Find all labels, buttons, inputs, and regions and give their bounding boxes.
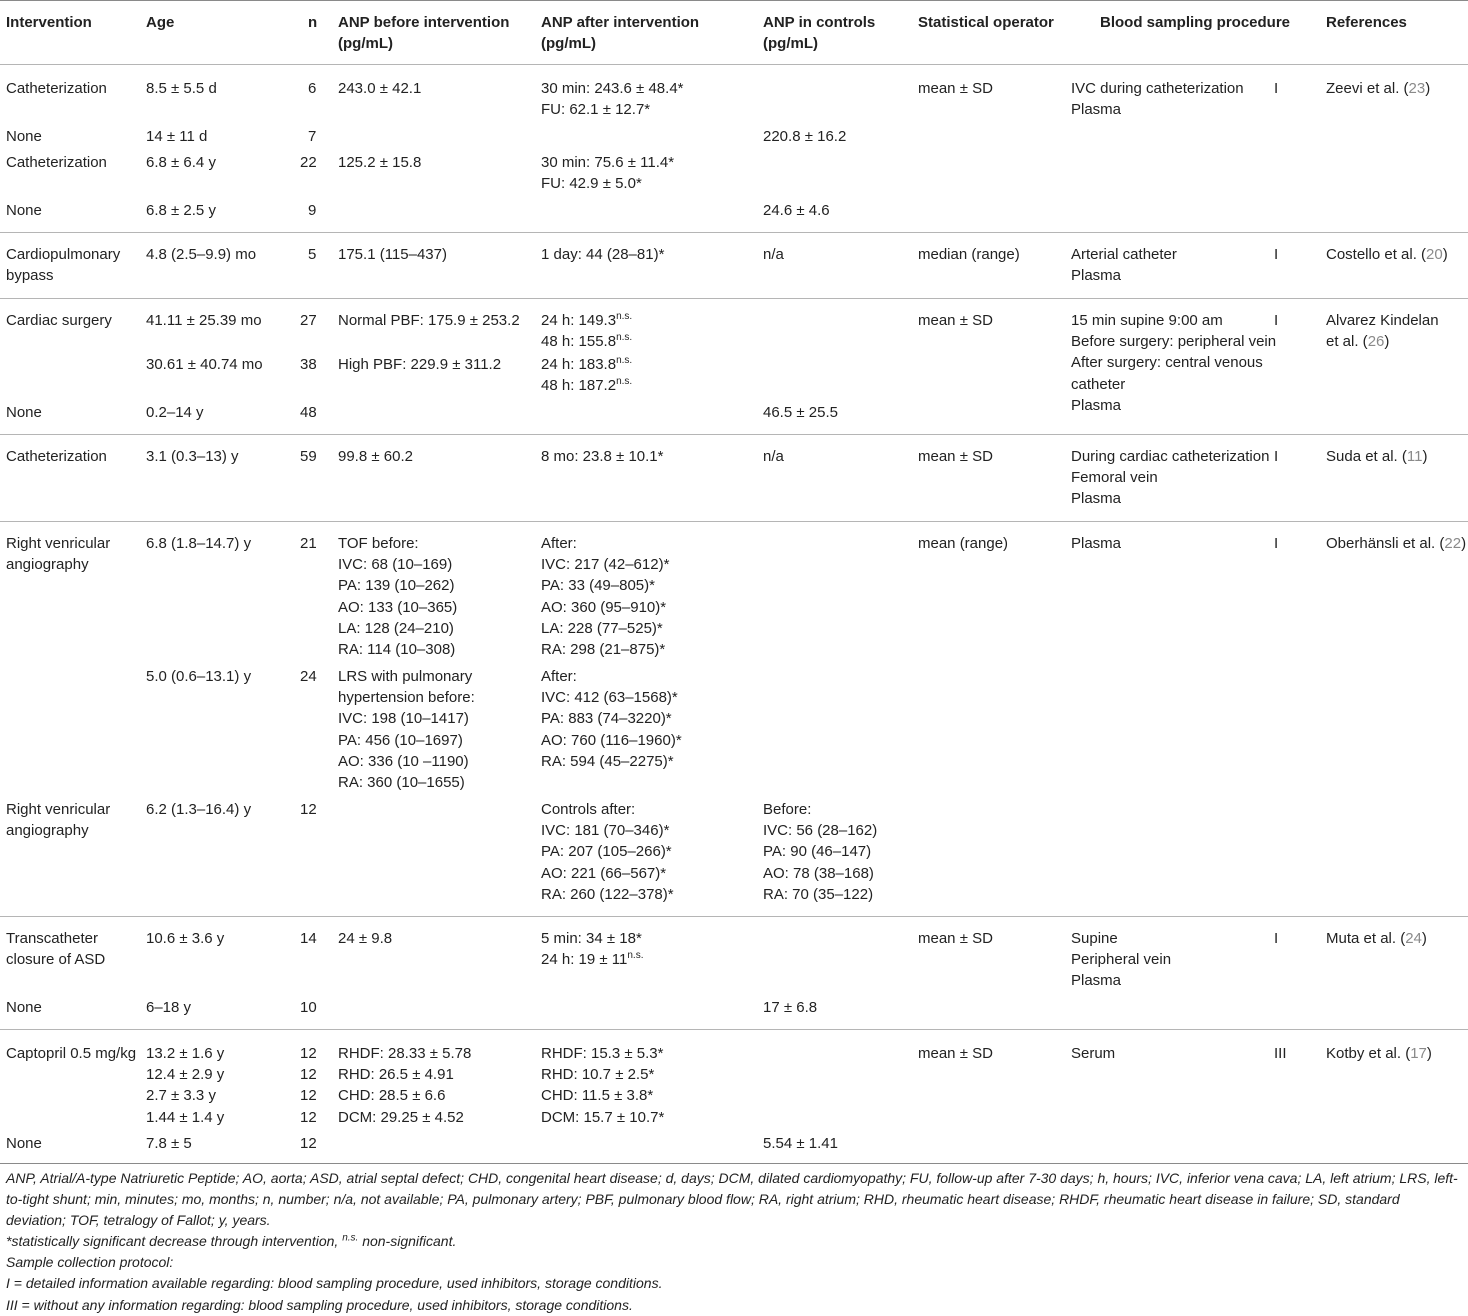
table-cell — [146, 799, 251, 820]
footnote-significance — [6, 1231, 1462, 1252]
table-cell — [541, 928, 642, 949]
cell-text: Catheterization — [6, 154, 107, 171]
table-cell — [146, 997, 191, 1018]
table-cell — [146, 928, 224, 949]
header-anp-before: ANP before intervention (pg/mL) — [338, 14, 510, 53]
table-cell — [146, 152, 216, 173]
footnote-significance-end: non-significant. — [358, 1233, 457, 1250]
cell-text: 24 h: 19 ± 11 — [541, 951, 628, 968]
table-cell — [146, 533, 251, 554]
table-cell — [308, 78, 316, 99]
table-cell — [763, 126, 846, 147]
cell-text: 10 — [300, 999, 317, 1016]
cell-text: Catheterization — [6, 448, 107, 465]
table-cell — [1274, 310, 1278, 331]
cell-text: Suda et al. ( — [1326, 448, 1407, 465]
cell-text: 17 ± 6.8 — [763, 999, 818, 1016]
table-cell — [763, 244, 784, 265]
cell-text: Muta et al. ( — [1326, 930, 1406, 947]
ns-marker: n.s. — [627, 950, 644, 961]
table-cell — [300, 1133, 317, 1154]
cell-text: 7.8 ± 5 — [146, 1135, 192, 1152]
cell-text: 21 — [300, 535, 317, 552]
table-cell — [146, 78, 217, 99]
table-cell — [1274, 446, 1278, 467]
cell-text: Zeevi et al. ( — [1326, 80, 1409, 97]
cell-text: mean ± SD — [918, 1045, 993, 1062]
cell-text: 59 — [300, 448, 317, 465]
header-anp-after: ANP after intervention (pg/mL) — [541, 14, 700, 53]
cell-text: I — [1274, 246, 1279, 263]
cell-text: mean ± SD — [918, 80, 993, 97]
table-cell — [1071, 446, 1269, 510]
ns-marker: n.s. — [616, 376, 633, 387]
table-cell — [1274, 928, 1278, 949]
header-references: References — [1326, 14, 1407, 31]
group-divider — [0, 916, 1468, 917]
table-cell — [1071, 310, 1279, 416]
cell-text: 99.8 ± 60.2 — [338, 448, 413, 465]
footnote-protocol-title: Sample collection protocol: — [6, 1254, 174, 1271]
cell-text: Controls after: IVC: 181 (70–346)* PA: 207 (105–266)* AO: 221 (66–567)* RA: 260 (122–378)* — [541, 801, 674, 903]
cell-text: None — [6, 999, 42, 1016]
table-cell — [6, 126, 42, 147]
cell-text: 5.54 ± 1.41 — [763, 1135, 838, 1152]
table-cell — [541, 152, 674, 194]
cell-text: I — [1274, 448, 1279, 465]
cell-text: mean ± SD — [918, 930, 993, 947]
cell-text: 6.2 (1.3–16.4) y — [146, 801, 252, 818]
table-cell — [6, 1133, 42, 1154]
table-footnotes — [6, 1168, 1462, 1316]
cell-text: After: IVC: 217 (42–612)* PA: 33 (49–805)* AO: 360 (95–910)* LA: 228 (77–525)* RA: 298 (21–875)* — [541, 535, 670, 659]
cell-text: I — [1274, 930, 1279, 947]
cell-text: None — [6, 1135, 42, 1152]
table-cell — [1326, 244, 1448, 265]
cell-text: ) — [1425, 80, 1431, 97]
cell-text: 24 h: 149.3 — [541, 312, 617, 329]
header-rule — [0, 64, 1468, 65]
table-cell — [1274, 1043, 1287, 1064]
table-cell — [918, 310, 993, 331]
cell-text: ) — [1442, 246, 1448, 263]
table-cell — [146, 244, 256, 265]
table-cell — [918, 244, 1020, 265]
cell-text: Normal PBF: 175.9 ± 253.2 — [338, 312, 520, 329]
table-cell — [541, 244, 664, 265]
cell-text: I — [1274, 535, 1279, 552]
table-cell — [300, 1043, 317, 1128]
cell-text: 8 mo: 23.8 ± 10.1* — [541, 448, 664, 465]
table-cell — [1274, 533, 1278, 554]
ns-marker: n.s. — [616, 332, 633, 343]
table-cell — [146, 1043, 224, 1128]
footnote-protocol-i: I = detailed information available regarding: blood sampling procedure, used inhibitors, storage conditions. — [6, 1275, 663, 1292]
table-cell — [308, 244, 316, 265]
cell-text: 24 h: 183.8 — [541, 356, 617, 373]
cell-text: 9 — [308, 202, 317, 219]
table-cell — [146, 200, 216, 221]
cell-text: 22 — [300, 154, 317, 171]
reference-link[interactable]: 23 — [1408, 80, 1426, 97]
footnote-ns-marker: n.s. — [342, 1232, 359, 1244]
table-cell — [300, 152, 317, 173]
table-cell — [1274, 244, 1278, 265]
table-cell — [300, 799, 317, 820]
cell-text: 5 min: 34 ± 18* — [541, 930, 642, 947]
cell-text: Serum — [1071, 1045, 1116, 1062]
cell-text: I — [1274, 312, 1279, 329]
cell-text: III — [1274, 1045, 1287, 1062]
table-cell — [6, 799, 110, 841]
cell-text: ) — [1426, 1045, 1432, 1062]
table-cell — [541, 78, 684, 120]
table-cell — [6, 997, 42, 1018]
group-divider — [0, 232, 1468, 233]
table-header — [0, 0, 1468, 64]
cell-text: TOF before: IVC: 68 (10–169) PA: 139 (10–262) AO: 133 (10–365) LA: 128 (24–210) RA: 114 (10–308) — [338, 535, 458, 659]
table-cell — [300, 666, 317, 687]
table-cell — [6, 78, 107, 99]
header-anp-controls: ANP in controls (pg/mL) — [763, 14, 876, 53]
table-cell — [541, 446, 663, 467]
table-cell — [918, 1043, 993, 1064]
table-cell — [146, 126, 207, 147]
table-cell — [338, 354, 501, 375]
cell-text: n/a — [763, 448, 784, 465]
table-cell — [1326, 533, 1466, 554]
table-cell — [300, 402, 317, 423]
cell-text: 27 — [300, 312, 317, 329]
table-cell — [1274, 78, 1278, 99]
footnote-abbreviations: ANP, Atrial/A-type Natriuretic Peptide; AO, aorta; ASD, atrial septal defect; CHD, congenital heart disease; d, days; DCM, dilated cardiomyopathy; FU, follow-up after 7-30 days; h, hours; IVC, inferior vena cava; LA, left atrium; LRS, left-to-tight shunt; min, minutes; mo, months; n, number; n/a, not available; PA, pulmonary artery; PBF, pulmonary blood flow; RA, right atrium; RHD, rheumatic heart disease; RHDF, rheumatic heart disease in failure; SD, standard deviation; TOF, tetralogy of Fallot; y, years. — [6, 1170, 1458, 1229]
cell-text: RHDF: 28.33 ± 5.78 RHD: 26.5 ± 4.91 CHD: 28.5 ± 6.6 DCM: 29.25 ± 4.52 — [338, 1045, 472, 1126]
cell-text: Before: IVC: 56 (28–162) PA: 90 (46–147) AO: 78 (38–168) RA: 70 (35–122) — [763, 801, 878, 903]
cell-text: 14 — [300, 930, 317, 947]
cell-text: et al. ( — [1326, 333, 1368, 350]
cell-text: 7 — [308, 128, 317, 145]
table-cell — [300, 533, 317, 554]
cell-text: 6.8 (1.8–14.7) y — [146, 535, 252, 552]
cell-text: Catheterization — [6, 80, 107, 97]
header-statistical-operator: Statistical operator — [918, 14, 1054, 31]
cell-text: Right venricular angiography — [6, 535, 111, 574]
cell-text: 6.8 ± 2.5 y — [146, 202, 216, 219]
cell-text: 48 h: 187.2 — [541, 377, 617, 394]
cell-text: 12 12 12 12 — [300, 1045, 317, 1126]
cell-text: 3.1 (0.3–13) y — [146, 448, 239, 465]
cell-text: Alvarez Kindelan — [1326, 312, 1439, 329]
cell-text: Supine Peripheral vein Plasma — [1071, 930, 1172, 990]
table-cell — [763, 446, 784, 467]
table-cell — [146, 1133, 192, 1154]
table-cell — [763, 200, 830, 221]
table-cell — [1071, 928, 1171, 992]
cell-text: 125.2 ± 15.8 — [338, 154, 422, 171]
table-cell — [300, 928, 317, 949]
footnote-significance-text: *statistically significant decrease through intervention, — [6, 1233, 343, 1250]
reference-link[interactable]: 17 — [1410, 1045, 1427, 1062]
cell-text: 5.0 (0.6–13.1) y — [146, 668, 252, 685]
header-blood-sampling: Blood sampling procedure — [1100, 14, 1291, 31]
table-cell — [763, 1133, 838, 1154]
table-cell — [146, 402, 204, 423]
cell-text: Cardiopulmonary bypass — [6, 246, 121, 285]
header-n: n — [308, 14, 318, 31]
table-cell — [541, 310, 632, 331]
table-cell — [6, 1043, 136, 1064]
cell-text: 46.5 ± 25.5 — [763, 404, 838, 421]
cell-text: 243.0 ± 42.1 — [338, 80, 422, 97]
table-cell — [541, 799, 674, 905]
cell-text: High PBF: 229.9 ± 311.2 — [338, 356, 502, 373]
cell-text: 13.2 ± 1.6 y 12.4 ± 2.9 y 2.7 ± 3.3 y 1.44 ± 1.4 y — [146, 1045, 225, 1126]
cell-text: None — [6, 202, 42, 219]
table-cell — [541, 949, 643, 970]
table-cell — [918, 446, 993, 467]
table-cell — [338, 928, 392, 949]
cell-text: During cardiac catheterization Femoral vein Plasma — [1071, 448, 1270, 508]
cell-text: None — [6, 404, 42, 421]
cell-text: LRS with pulmonary hypertension before: IVC: 198 (10–1417) PA: 456 (10–1697) AO: 336 (10 –1190) RA: 360 (10–1655) — [338, 668, 475, 792]
reference-link[interactable]: 22 — [1444, 535, 1462, 552]
cell-text: 10.6 ± 3.6 y — [146, 930, 225, 947]
table-cell — [541, 666, 682, 772]
table-cell — [541, 1043, 664, 1128]
cell-text: 14 ± 11 d — [146, 128, 208, 145]
table-cell — [6, 244, 120, 286]
cell-text: 6–18 y — [146, 999, 192, 1016]
table-cell — [308, 200, 316, 221]
cell-text: n/a — [763, 246, 784, 263]
cell-text: ) — [1421, 930, 1427, 947]
table-cell — [1071, 78, 1244, 120]
cell-text: 38 — [300, 356, 317, 373]
cell-text: 6.8 ± 6.4 y — [146, 154, 216, 171]
cell-text: Cardiac surgery — [6, 312, 112, 329]
cell-text: Captopril 0.5 mg/kg — [6, 1045, 137, 1062]
table-cell — [338, 310, 520, 331]
cell-text: 12 — [300, 1135, 317, 1152]
cell-text: After: IVC: 412 (63–1568)* PA: 883 (74–3220)* AO: 760 (116–1960)* RA: 594 (45–2275)* — [541, 668, 682, 770]
cell-text: Plasma — [1071, 535, 1122, 552]
group-divider — [0, 434, 1468, 435]
table-cell — [918, 533, 1008, 554]
cell-text: 6 — [308, 80, 317, 97]
reference-link[interactable]: 26 — [1367, 333, 1385, 350]
cell-text: 220.8 ± 16.2 — [763, 128, 847, 145]
reference-link[interactable]: 20 — [1426, 246, 1443, 263]
reference-link[interactable]: 11 — [1406, 448, 1423, 465]
cell-text: ) — [1422, 448, 1428, 465]
cell-text: Right venricular angiography — [6, 801, 111, 840]
table-cell — [1071, 1043, 1115, 1064]
table-cell — [6, 402, 42, 423]
table-cell — [1071, 533, 1121, 554]
header-age: Age — [146, 14, 175, 31]
table-cell — [338, 666, 475, 793]
cell-text: 5 — [308, 246, 317, 263]
table-cell — [6, 533, 110, 575]
table-cell — [918, 78, 993, 99]
table-cell — [338, 244, 447, 265]
cell-text: Arterial catheter Plasma — [1071, 246, 1177, 285]
cell-text: mean ± SD — [918, 312, 993, 329]
table-cell — [1326, 310, 1439, 331]
table-cell — [338, 152, 421, 173]
cell-text: ) — [1384, 333, 1390, 350]
cell-text: IVC during catheterization Plasma — [1071, 80, 1244, 119]
cell-text: mean ± SD — [918, 448, 993, 465]
cell-text: ) — [1461, 535, 1467, 552]
table-cell — [541, 533, 669, 660]
footnote-protocol-iii: III = without any information regarding: blood sampling procedure, used inhibitors, storage conditions. — [6, 1296, 633, 1313]
table-cell — [541, 354, 632, 375]
cell-text: 24 — [300, 668, 317, 685]
table-cell — [338, 1043, 471, 1128]
cell-text: 24.6 ± 4.6 — [763, 202, 830, 219]
table-cell — [6, 152, 107, 173]
group-divider — [0, 298, 1468, 299]
table-cell — [763, 997, 817, 1018]
group-divider — [0, 521, 1468, 522]
cell-text: I — [1274, 80, 1279, 97]
table-cell — [763, 402, 838, 423]
cell-text: 4.8 (2.5–9.9) mo — [146, 246, 257, 263]
cell-text: 8.5 ± 5.5 d — [146, 80, 217, 97]
table-cell — [6, 446, 107, 467]
table-cell — [918, 928, 993, 949]
table-cell — [146, 354, 263, 375]
cell-text: median (range) — [918, 246, 1020, 263]
table-cell — [146, 310, 262, 331]
cell-text: RHDF: 15.3 ± 5.3* RHD: 10.7 ± 2.5* CHD: 11.5 ± 3.8* DCM: 15.7 ± 10.7* — [541, 1045, 665, 1126]
cell-text: 24 ± 9.8 — [338, 930, 393, 947]
cell-text: 41.11 ± 25.39 mo — [146, 312, 262, 329]
table-cell — [1326, 928, 1427, 949]
cell-text: mean (range) — [918, 535, 1009, 552]
table-cell — [763, 799, 877, 905]
table-cell — [300, 446, 317, 467]
table-cell — [1071, 244, 1177, 286]
cell-text: Oberhänsli et al. ( — [1326, 535, 1445, 552]
table-cell — [338, 533, 457, 660]
table-cell — [308, 126, 316, 147]
table-cell — [1326, 331, 1389, 352]
table-cell — [1326, 78, 1430, 99]
cell-text: 30.61 ± 40.74 mo — [146, 356, 263, 373]
table-cell — [146, 446, 239, 467]
table-cell — [146, 666, 251, 687]
header-intervention: Intervention — [6, 14, 92, 31]
cell-text: 48 — [300, 404, 317, 421]
group-divider — [0, 1029, 1468, 1030]
table-cell — [338, 446, 413, 467]
cell-text: 1 day: 44 (28–81)* — [541, 246, 665, 263]
cell-text: None — [6, 128, 42, 145]
cell-text: Transcatheter closure of ASD — [6, 930, 106, 969]
cell-text: 0.2–14 y — [146, 404, 204, 421]
ns-marker: n.s. — [616, 311, 633, 322]
table-cell — [6, 928, 105, 970]
table-cell — [300, 997, 317, 1018]
table-cell — [338, 78, 421, 99]
table-cell — [300, 354, 317, 375]
table-cell — [1326, 1043, 1432, 1064]
cell-text: 12 — [300, 801, 317, 818]
cell-text: 15 min supine 9:00 am Before surgery: peripheral vein After surgery: central venous catheter Plasma — [1071, 312, 1277, 414]
cell-text: 48 h: 155.8 — [541, 333, 617, 350]
table-cell — [541, 375, 632, 396]
cell-text: Costello et al. ( — [1326, 246, 1427, 263]
table-cell — [300, 310, 317, 331]
table-cell — [6, 310, 112, 331]
reference-link[interactable]: 24 — [1405, 930, 1422, 947]
table-cell — [6, 200, 42, 221]
ns-marker: n.s. — [616, 355, 633, 366]
table-cell — [1326, 446, 1427, 467]
table-cell — [541, 331, 632, 352]
cell-text: Kotby et al. ( — [1326, 1045, 1411, 1062]
cell-text: 30 min: 75.6 ± 11.4* FU: 42.9 ± 5.0* — [541, 154, 675, 193]
cell-text: 175.1 (115–437) — [338, 246, 447, 263]
cell-text: 30 min: 243.6 ± 48.4* FU: 62.1 ± 12.7* — [541, 80, 684, 119]
bottom-rule — [0, 1163, 1468, 1164]
